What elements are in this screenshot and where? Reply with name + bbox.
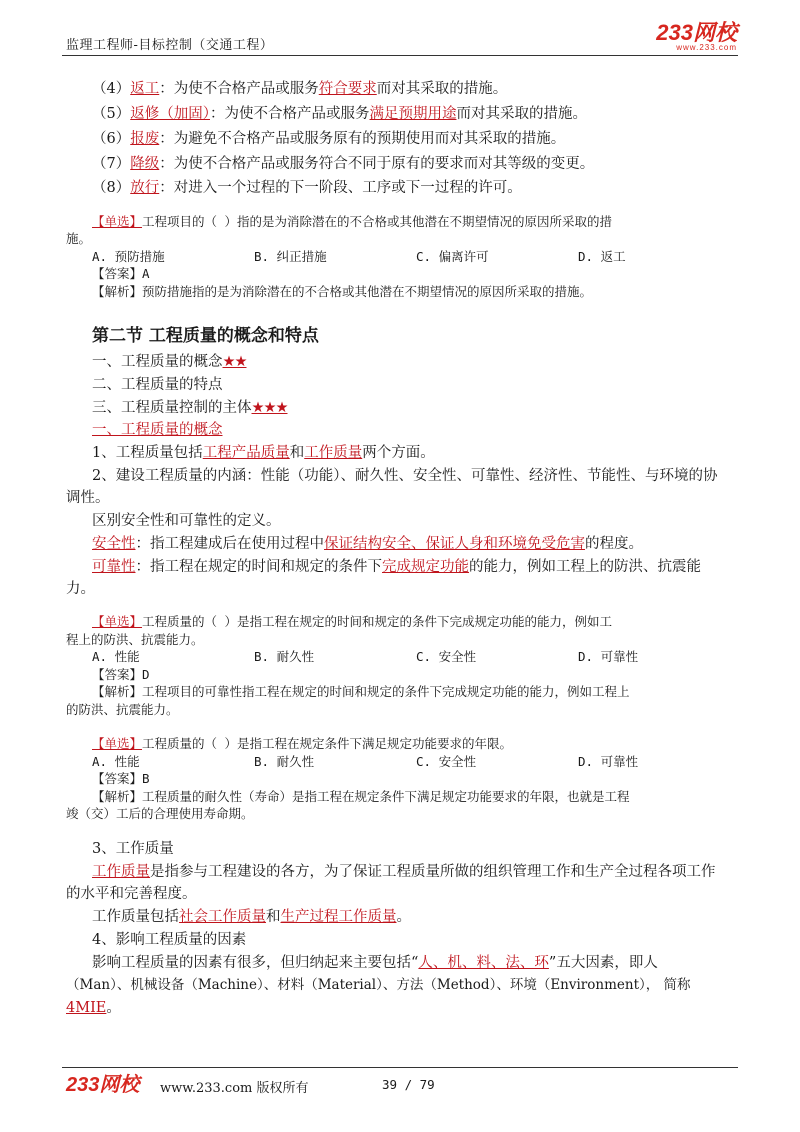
option-b: B. 耐久性 [254, 649, 315, 664]
outline-item: 二、工程质量的特点 [92, 377, 223, 393]
document-header-title: 监理工程师-目标控制（交通工程） [66, 38, 274, 53]
page-number: 39 / 79 [382, 1077, 435, 1092]
question-2-stem: 【单选】工程质量的（ ）是指工程在规定的时间和规定的条件下完成规定功能的能力，例如工 [92, 614, 613, 629]
outline-item: 一、工程质量的概念★★ [92, 354, 247, 370]
key-term: 人、机、料、法、环 [418, 955, 549, 971]
definition-key: 符合要求 [318, 81, 377, 97]
footer-logo [66, 1074, 139, 1096]
footer-logo-text: 233网校 [66, 1074, 140, 1096]
option-c: C. 偏离许可 [416, 249, 489, 264]
paragraph: 影响工程质量的因素有很多，但归纳起来主要包括“人、机、料、法、环”五大因素，即人 [92, 955, 658, 971]
header-rule [62, 55, 738, 56]
question-3-analysis: 【解析】工程质量的耐久性（寿命）是指工程在规定条件下满足规定功能要求的年限，也就是工程 [92, 789, 630, 804]
definition-term: 放行 [130, 180, 160, 196]
reliability-definition: 可靠性：指工程在规定的时间和规定的条件下完成规定功能的能力，例如工程上的防洪、抗震能 [92, 559, 701, 575]
option-a: A. 预防措施 [92, 249, 165, 264]
subsection-title: 4、影响工程质量的因素 [92, 932, 247, 948]
definition-item: （5）返修（加固）：为使不合格产品或服务满足预期用途而对其采取的措施。 [92, 106, 587, 122]
paragraph-cont: （Man）、机械设备（Machine）、材料（Material）、方法（Method）、环境（Environment）， 简称 [66, 977, 691, 993]
question-1-stem-cont: 施。 [66, 231, 92, 246]
question-3-options [92, 752, 762, 770]
section-heading: 第二节 工程质量的概念和特点 [92, 326, 319, 346]
option-c: C. 安全性 [416, 649, 477, 664]
key-term: 生产过程工作质量 [280, 909, 397, 925]
option-d: D. 可靠性 [578, 754, 639, 769]
paragraph: 2、建设工程质量的内涵：性能（功能）、耐久性、安全性、可靠性、经济性、节能性、与环境的协 [92, 468, 718, 484]
paragraph: 区别安全性和可靠性的定义。 [92, 513, 281, 529]
key-term: 工作质量 [92, 864, 150, 880]
paragraph-cont: 调性。 [66, 490, 110, 506]
question-1-answer: 【答案】A [92, 266, 150, 281]
brand-logo [656, 22, 737, 52]
key-term: 工程产品质量 [202, 445, 290, 461]
option-b: B. 纠正措施 [254, 249, 327, 264]
question-1-stem: 【单选】工程项目的（ ）指的是为消除潜在的不合格或其他潜在不期望情况的原因所采取的措 [92, 214, 613, 229]
question-2-answer: 【答案】D [92, 667, 150, 682]
paragraph: 工作质量包括社会工作质量和生产过程工作质量。 [92, 909, 411, 925]
definition-term: 返工 [130, 81, 160, 97]
key-term: 可靠性 [92, 559, 136, 575]
option-a: A. 性能 [92, 754, 140, 769]
key-term: 4MIE [66, 1000, 107, 1016]
question-3-answer: 【答案】B [92, 771, 150, 786]
star-rating-icon: ★★★ [251, 400, 288, 416]
question-3-analysis-cont: 竣（交）工后的合理使用寿命期。 [66, 806, 254, 821]
definition-term: 降级 [130, 156, 160, 172]
question-tag: 【单选】 [92, 614, 143, 629]
paragraph-cont: 力。 [66, 581, 95, 597]
paragraph: 1、工程质量包括工程产品质量和工作质量两个方面。 [92, 445, 435, 461]
key-term: 社会工作质量 [179, 909, 266, 925]
question-1-analysis: 【解析】预防措施指的是为消除潜在的不合格或其他潜在不期望情况的原因所采取的措施。 [92, 284, 593, 299]
option-d: D. 返工 [578, 249, 626, 264]
definition-term: 报废 [130, 131, 160, 147]
definition-item: （7）降级：为使不合格产品或服务符合不同于原有的要求而对其等级的变更。 [92, 156, 595, 172]
option-b: B. 耐久性 [254, 754, 315, 769]
brand-logo-url: www.233.com [676, 43, 737, 52]
subsection-title: 一、工程质量的概念 [92, 422, 223, 438]
outline-item: 三、工程质量控制的主体★★★ [92, 400, 288, 416]
definition-item: （4）返工：为使不合格产品或服务符合要求而对其采取的措施。 [92, 81, 508, 97]
key-term: 完成规定功能 [382, 559, 469, 575]
question-2-options [92, 647, 762, 665]
definition-key: 满足预期用途 [369, 106, 457, 122]
paragraph-cont: 4MIE。 [66, 1000, 121, 1016]
definition-item: （6）报废：为避免不合格产品或服务原有的预期使用而对其采取的措施。 [92, 131, 566, 147]
definition-item: （8）放行：对进入一个过程的下一阶段、工序或下一过程的许可。 [92, 180, 522, 196]
definition-term: 返修（加固） [130, 106, 210, 122]
brand-logo-text: 233网校 [656, 20, 737, 45]
question-2-stem-cont: 程上的防洪、抗震能力。 [66, 632, 204, 647]
key-term: 工作质量 [304, 445, 363, 461]
question-2-analysis-cont: 的防洪、抗震能力。 [66, 702, 179, 717]
footer-site: www.233.com 版权所有 [160, 1081, 309, 1096]
question-tag: 【单选】 [92, 214, 143, 229]
footer-rule [62, 1067, 738, 1068]
question-2-analysis: 【解析】工程项目的可靠性指工程在规定的时间和规定的条件下完成规定功能的能力，例如工程上 [92, 684, 630, 699]
question-3-stem: 【单选】工程质量的（ ）是指工程在规定条件下满足规定功能要求的年限。 [92, 736, 513, 751]
safety-definition: 安全性：指工程建成后在使用过程中保证结构安全、保证人身和环境免受危害的程度。 [92, 536, 643, 552]
question-tag: 【单选】 [92, 736, 143, 751]
question-1-options [92, 247, 762, 265]
option-d: D. 可靠性 [578, 649, 639, 664]
star-rating-icon: ★★ [222, 354, 247, 370]
paragraph-cont: 的水平和完善程度。 [66, 886, 197, 902]
subsection-title: 3、工作质量 [92, 841, 174, 857]
paragraph: 工作质量是指参与工程建设的各方，为了保证工程质量所做的组织管理工作和生产全过程各项工作 [92, 864, 716, 880]
key-term: 保证结构安全、保证人身和环境免受危害 [324, 536, 585, 552]
option-a: A. 性能 [92, 649, 140, 664]
option-c: C. 安全性 [416, 754, 477, 769]
key-term: 安全性 [92, 536, 136, 552]
